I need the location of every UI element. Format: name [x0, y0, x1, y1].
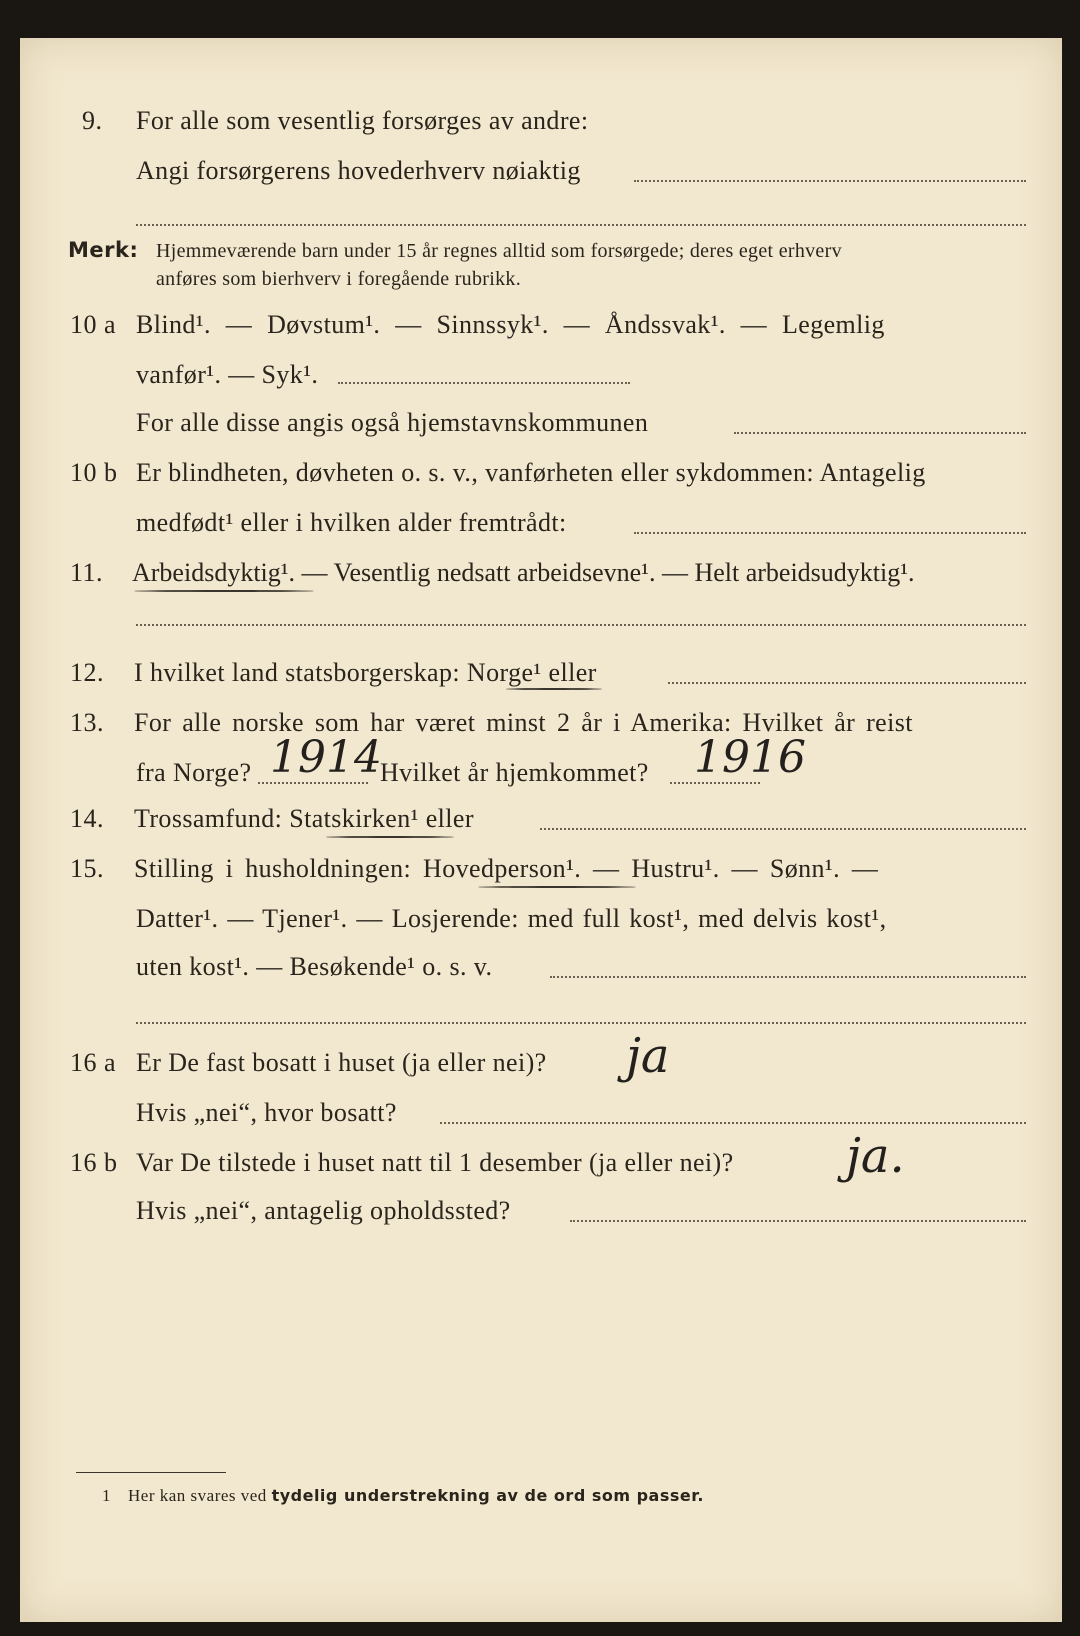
q10b-fill-line	[634, 532, 1026, 534]
merk-line2: anføres som bierhverv i foregående rubrikk.	[156, 268, 521, 290]
q9-line1: For alle som vesentlig forsørges av andre:	[136, 106, 589, 135]
q12-underline-norge	[506, 688, 602, 690]
q10b-number: 10 b	[70, 458, 118, 487]
q13-line2a: fra Norge?	[136, 758, 252, 787]
q16b-line1: Var De tilstede i huset natt til 1 desember (ja eller nei)?	[136, 1148, 734, 1177]
q10b-line2: medfødt¹ eller i hvilken alder fremtrådt:	[136, 508, 567, 537]
q13-fill-line-left	[258, 782, 368, 784]
q16b-number: 16 b	[70, 1148, 118, 1177]
footnote-rule	[76, 1472, 226, 1473]
footnote-text-bold: tydelig understrekning av de ord som passer.	[271, 1486, 704, 1505]
q10a-line2: vanfør¹. — Syk¹.	[136, 360, 319, 389]
q10a-line3: For alle disse angis også hjemstavnskommunen	[136, 408, 649, 437]
q13-answer-year-returned: 1916	[694, 732, 806, 783]
q14-underline-statskirken	[326, 836, 454, 838]
q9-fill-line-1	[634, 180, 1026, 182]
q16b-fill-line	[570, 1220, 1026, 1222]
q15-fill-line-2	[136, 1022, 1026, 1024]
q16a-number: 16 a	[70, 1048, 117, 1077]
q15-fill-line-1	[550, 976, 1026, 978]
q15-underline-hovedperson	[478, 886, 636, 888]
q13-number: 13.	[70, 708, 104, 737]
q14-line1: Trossamfund: Statskirken¹ eller	[134, 804, 474, 833]
q12-fill-line	[668, 682, 1026, 684]
q14-number: 14.	[70, 804, 104, 833]
q16b-answer: ja.	[846, 1128, 905, 1184]
footnote-text-plain: Her kan svares ved	[128, 1486, 267, 1505]
q10a-line1: Blind¹. — Døvstum¹. — Sinnssyk¹. — Åndssvak¹. — Legemlig	[136, 310, 885, 339]
merk-label: Merk:	[68, 238, 139, 262]
q10a-fill-line-2	[734, 432, 1026, 434]
census-form-page	[20, 38, 1062, 1622]
q15-line1: Stilling i husholdningen: Hovedperson¹. — Hustru¹. — Sønn¹. —	[134, 854, 879, 883]
footnote-text	[128, 1486, 704, 1506]
q12-number: 12.	[70, 658, 104, 687]
q11-fill-line	[136, 624, 1026, 626]
q16a-answer: ja	[626, 1028, 670, 1084]
q15-number: 15.	[70, 854, 104, 883]
footnote-mark: 1	[102, 1486, 111, 1505]
q11-underline-arbeidsdyktig	[134, 590, 314, 592]
q9-number: 9.	[82, 106, 103, 135]
q13-line1: For alle norske som har været minst 2 år i Amerika: Hvilket år reist	[134, 708, 913, 737]
q11-number: 11.	[70, 558, 104, 587]
q15-line3: uten kost¹. — Besøkende¹ o. s. v.	[136, 952, 493, 981]
q16a-line2: Hvis „nei“, hvor bosatt?	[136, 1098, 397, 1127]
q16a-fill-line	[440, 1122, 1026, 1124]
q16b-line2: Hvis „nei“, antagelig opholdssted?	[136, 1196, 511, 1225]
q10a-fill-line-1	[338, 382, 630, 384]
q11-line1: Arbeidsdyktig¹. — Vesentlig nedsatt arbeidsevne¹. — Helt arbeidsudyktig¹.	[132, 558, 915, 587]
q9-line2: Angi forsørgerens hovederhverv nøiaktig	[136, 156, 581, 185]
q13-answer-year-left: 1914	[270, 732, 382, 783]
q13-fill-line-returned	[670, 782, 760, 784]
q10b-line1: Er blindheten, døvheten o. s. v., vanførheten eller sykdommen: Antagelig	[136, 458, 926, 487]
merk-line1: Hjemmeværende barn under 15 år regnes alltid som forsørgede; deres eget erhverv	[156, 240, 842, 262]
q16a-line1: Er De fast bosatt i huset (ja eller nei)?	[136, 1048, 547, 1077]
q10a-number: 10 a	[70, 310, 117, 339]
q14-fill-line	[540, 828, 1026, 830]
q12-line1: I hvilket land statsborgerskap: Norge¹ eller	[134, 658, 597, 687]
q9-fill-line-2	[136, 224, 1026, 226]
q13-line2b: Hvilket år hjemkommet?	[380, 758, 649, 787]
q15-line2: Datter¹. — Tjener¹. — Losjerende: med full kost¹, med delvis kost¹,	[136, 904, 887, 933]
